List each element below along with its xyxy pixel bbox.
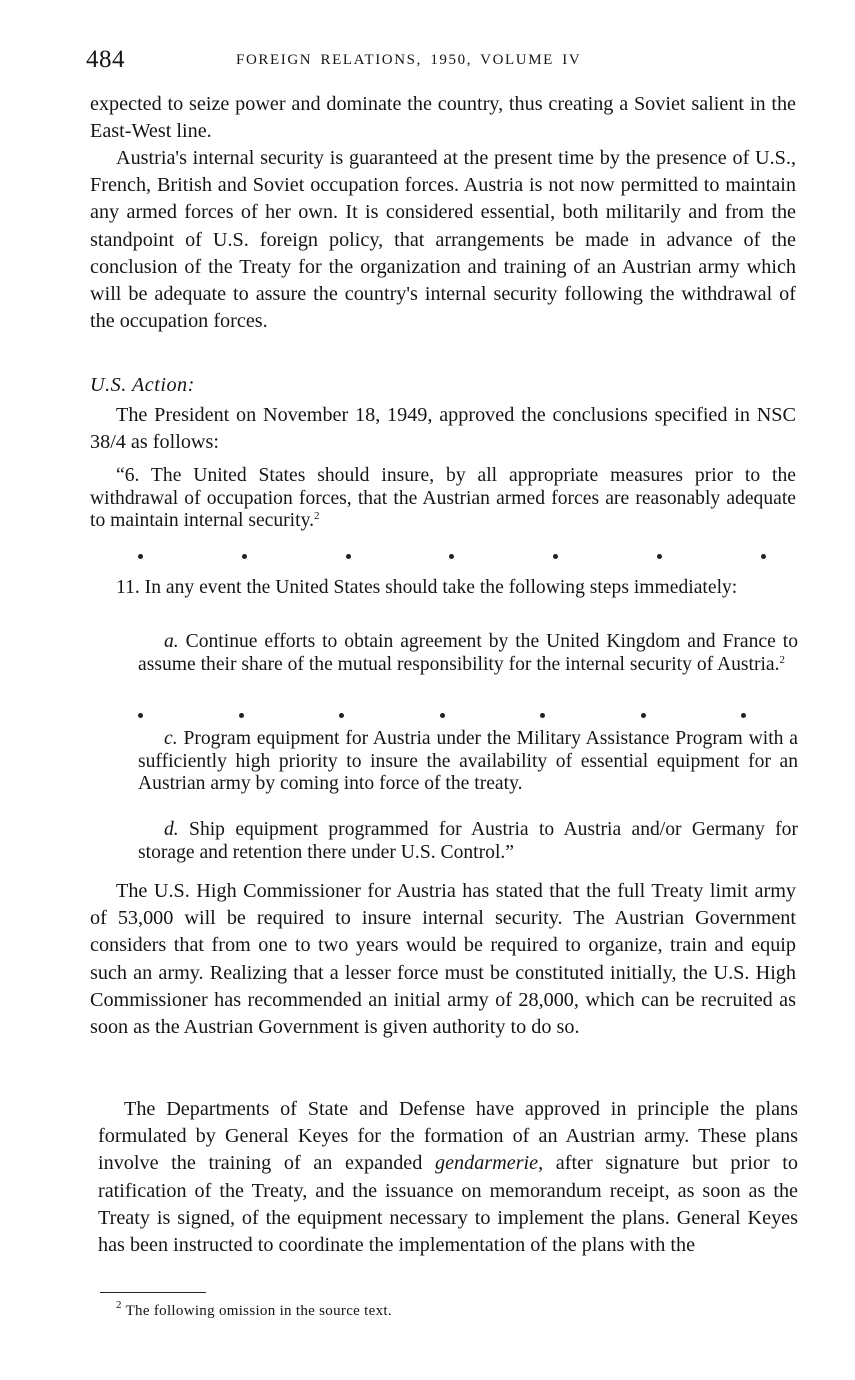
ellipsis-dot (553, 554, 558, 559)
ellipsis-dot (346, 554, 351, 559)
ellipsis-dot (657, 554, 662, 559)
ellipsis-dot (540, 713, 545, 718)
ellipsis-dot (440, 713, 445, 718)
paragraph-high-commissioner: The U.S. High Commissioner for Austria has stated that the full Treaty limit army of 53,000 will be required to insure internal security. The Austrian Government considers that from one to two years would be required to organize, train and equip such an army. Realizing that a lesser force must be constituted initially, the U.S. High Commissioner has recommended an initial army of 28,000, which can be recruited as soon as the Austrian Government is given authority to do so. (90, 880, 796, 1039)
ellipsis-dot (239, 713, 244, 718)
quote-subitem-d-text: Ship equipment programmed for Austria to Austria and/or Germany for storage and retention there under U.S. Control.” (138, 819, 798, 863)
quote-item-6-text: “6. The United States should insure, by all appropriate measures prior to the withdrawal of occupation forces, that the Austrian armed forces are reasonably adequate to maintain internal security. (90, 465, 796, 532)
quote-subitem-a-text: Continue efforts to obtain agreement by the United Kingdom and France to assume their share of the mutual responsibility for the internal security of Austria. (138, 631, 798, 675)
italic-term: gendarmerie, (434, 1152, 544, 1175)
section-heading-us-action: U.S. Action: (90, 374, 195, 396)
quote-item-11: 11. In any event the United States should take the following steps immediately: (116, 577, 738, 598)
page-number: 484 (86, 46, 125, 73)
quote-subitem-c (138, 728, 798, 796)
paragraph-text: The Departments of State and Defense have approved in principle the plans formulated by General Keyes for the formation of an Austrian army. These plans involve the training of an expanded (98, 1098, 798, 1175)
subitem-label: c. (164, 728, 178, 749)
quote-subitem-d (138, 819, 798, 864)
paragraph-continuation: expected to seize power and dominate the country, thus creating a Soviet salient in the East-West line. (90, 93, 796, 143)
subitem-label: a. (164, 631, 179, 652)
quote-item-6 (90, 465, 796, 533)
page-header (86, 46, 802, 78)
running-title: FOREIGN RELATIONS, 1950, VOLUME IV (236, 52, 582, 68)
paragraph-departments-approval (98, 1096, 798, 1259)
ellipsis-dots (138, 713, 746, 718)
subitem-label: d. (164, 819, 179, 840)
ellipsis-dot (641, 713, 646, 718)
paragraph-text: after signature but prior to ratification of the Treaty, and the issuance on memorandum receipt, as soon as the Treaty is signed, of the equipment necessary to implement the plans. General Keyes has been instructed to coordinate the implementation of the plans with the (98, 1152, 798, 1257)
paragraph-internal-security: Austria's internal security is guaranteed at the present time by the presence of U.S., French, British and Soviet occupation forces. Austria is not now permitted to maintain any armed forces of her own. It is considered essential, both militarily and from the standpoint of U.S. foreign policy, that arrangements be made in advance of the conclusion of the Treaty for the organization and training of an Austrian army which will be adequate to assure the country's internal security following the withdrawal of the occupation forces. (90, 147, 796, 333)
ellipsis-dot (761, 554, 766, 559)
ellipsis-dot (138, 713, 143, 718)
quote-subitem-a (138, 631, 798, 676)
ellipsis-dot (339, 713, 344, 718)
footnote-ref: 2 (314, 510, 320, 523)
paragraph-president-approval: The President on November 18, 1949, approved the conclusions specified in NSC 38/4 as follows: (90, 404, 796, 454)
footnote-marker: 2 (116, 1299, 122, 1311)
footnote-text: The following omission in the source text. (125, 1303, 392, 1319)
ellipsis-dot (138, 554, 143, 559)
ellipsis-dot (449, 554, 454, 559)
ellipsis-dot (741, 713, 746, 718)
footnote-ref: 2 (779, 653, 786, 666)
quote-subitem-c-text: Program equipment for Austria under the Military Assistance Program with a sufficiently high priority to insure the availability of essential equipment for an Austrian army by coming into force of the treaty. (138, 728, 798, 795)
ellipsis-dot (242, 554, 247, 559)
footnote-divider (100, 1292, 206, 1293)
footnote (116, 1299, 716, 1320)
ellipsis-dots (138, 554, 766, 559)
